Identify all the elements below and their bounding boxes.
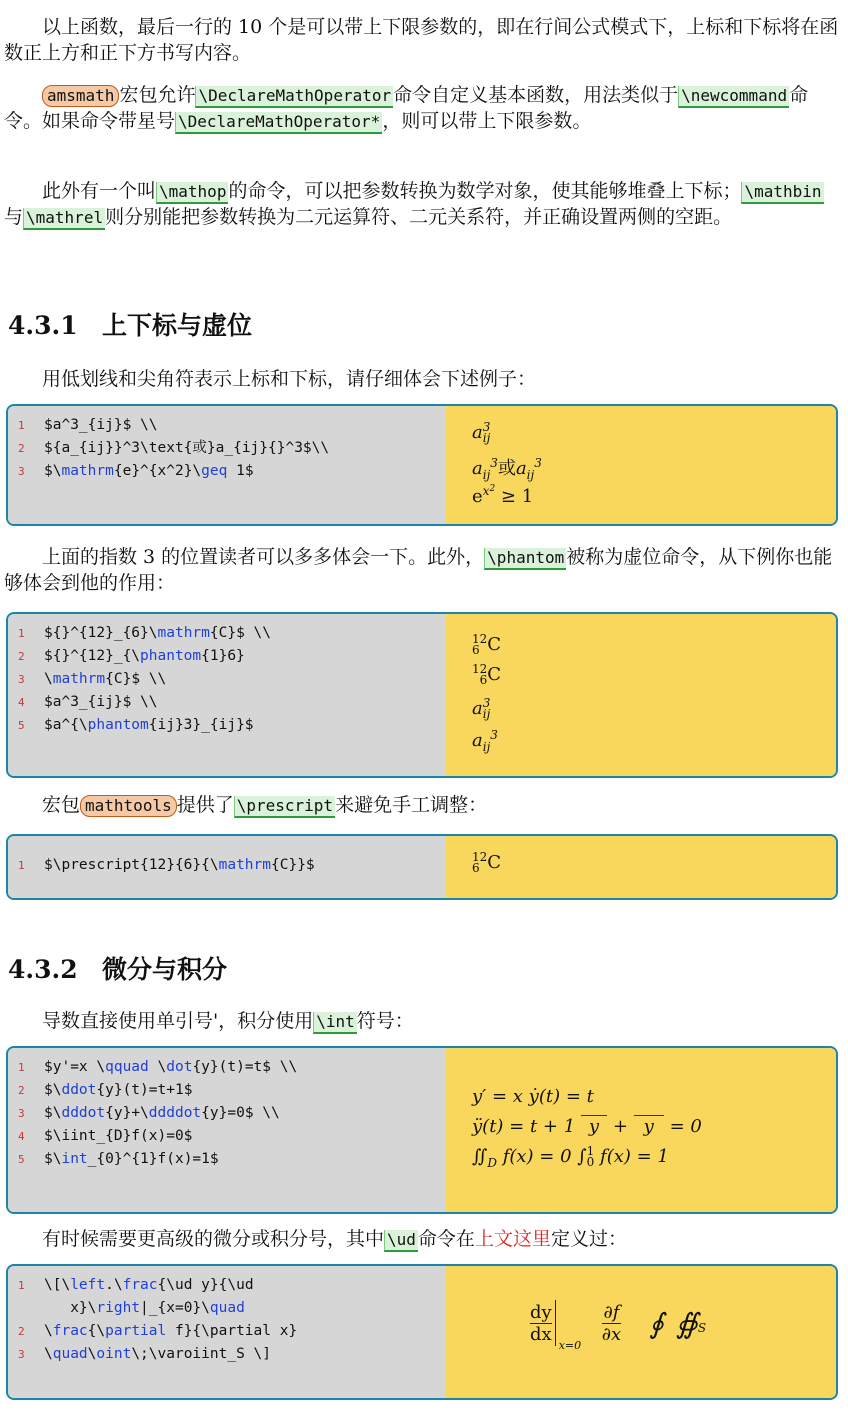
- code-keyword: ddddot: [148, 1105, 202, 1121]
- text: 导数直接使用单引号'，积分使用: [42, 1010, 314, 1032]
- text: 宏包: [42, 794, 81, 816]
- section-number: 4.3.2: [8, 955, 78, 984]
- code-example-box: [6, 612, 838, 778]
- code-keyword: mathrm: [218, 857, 271, 873]
- output-panel: [446, 614, 836, 776]
- code-text: 1$: [227, 463, 254, 479]
- code-keyword: dot: [166, 1059, 193, 1075]
- command-tag[interactable]: \phantom: [484, 548, 566, 570]
- code-text: $\: [44, 1082, 62, 1098]
- code-line: [8, 1056, 446, 1079]
- code-line: [8, 1079, 446, 1102]
- code-text: {C}$ \\: [105, 671, 167, 687]
- code-line: [8, 645, 446, 668]
- paragraph-text: 用低划线和尖角符表示上标和下标，请仔细体会下述例子：: [42, 368, 537, 390]
- line-number: 4: [18, 696, 25, 709]
- code-text: {\: [87, 1323, 106, 1339]
- math-sub: 0: [586, 1155, 595, 1169]
- command-tag[interactable]: \newcommand: [678, 86, 789, 108]
- code-line: [8, 1320, 446, 1343]
- code-keyword: mathrm: [157, 625, 210, 641]
- code-line: [8, 1274, 446, 1297]
- math-text: ÿ(t) = t + 1: [472, 1116, 576, 1137]
- code-keyword: geq: [201, 463, 228, 479]
- code-text: \: [44, 1346, 53, 1362]
- code-keyword: ddot: [61, 1082, 97, 1098]
- fraction: [530, 1302, 552, 1345]
- code-line: [8, 622, 446, 645]
- code-text: $y'=x \: [44, 1059, 106, 1075]
- denominator: dx: [530, 1323, 552, 1345]
- section-title: 上下标与虚位: [102, 311, 253, 340]
- paragraph-mathop: [4, 178, 842, 230]
- code-keyword: frac: [122, 1277, 158, 1293]
- code-text: x}\: [44, 1300, 97, 1316]
- code-example-box: [6, 1264, 838, 1400]
- command-tag[interactable]: \mathop: [156, 182, 228, 204]
- line-number: 3: [18, 1348, 25, 1361]
- line-number: 2: [18, 650, 25, 663]
- line-number: 2: [18, 1325, 25, 1338]
- math-output-line: [472, 1146, 669, 1168]
- math-sup: 3: [482, 420, 491, 434]
- math-output-line: [472, 486, 533, 507]
- numerator: ∂f: [603, 1301, 620, 1323]
- code-text: {y}=0$ \\: [201, 1105, 280, 1121]
- code-text: $\: [44, 1151, 62, 1167]
- paragraph-prescript: [4, 792, 842, 818]
- math-text: = 0: [669, 1116, 702, 1137]
- code-line: [8, 1102, 446, 1125]
- math-sub: ij: [526, 468, 535, 482]
- contour-integral-symbol: ∮: [649, 1306, 664, 1340]
- line-number: 2: [18, 442, 25, 455]
- text: 则分别能把参数转换为二元运算符、二元关系符，并正确设置两侧的空距。: [105, 206, 733, 228]
- math-output-line: [472, 728, 498, 754]
- text: 上面的指数 3 的位置读者可以多多体会一下。此外，: [42, 546, 485, 568]
- code-text: {1}6}: [201, 648, 245, 664]
- surface-integral-symbol: ∯: [675, 1306, 698, 1340]
- code-line: [8, 414, 446, 437]
- code-text: ${}^{12}_{\: [44, 648, 141, 664]
- code-text: {y}+\: [105, 1105, 149, 1121]
- code-text: \: [44, 1323, 53, 1339]
- code-text: $a^{\: [44, 717, 88, 733]
- math-text: 或: [497, 458, 516, 479]
- code-text: {e}^{x^2}\: [113, 463, 202, 479]
- code-text: $\: [44, 1105, 62, 1121]
- code-line: [8, 691, 446, 714]
- text: 宏包允许: [119, 84, 196, 106]
- math-sup: 3: [490, 728, 498, 742]
- line-number: 1: [18, 1061, 25, 1074]
- paragraph-derivative: [4, 1008, 842, 1034]
- code-text: ${}^{12}_{6}\: [44, 625, 158, 641]
- code-keyword: quad: [209, 1300, 245, 1316]
- integral-symbol: ∫: [577, 1146, 587, 1167]
- math-output-line: [472, 634, 501, 656]
- math-sup: 3: [490, 456, 498, 470]
- code-keyword: mathrm: [61, 463, 114, 479]
- line-number: 3: [18, 465, 25, 478]
- code-text: \: [148, 1059, 167, 1075]
- command-tag[interactable]: \mathrel: [23, 208, 105, 230]
- section-number: 4.3.1: [8, 311, 78, 340]
- math-output-line: [472, 422, 490, 444]
- code-text: \;\varoiint_S \]: [131, 1346, 271, 1362]
- math-text: f(x) = 0: [502, 1146, 572, 1167]
- text: 的命令，可以把参数转换为数学对象，使其能够堆叠上下标；: [228, 180, 742, 202]
- math-symbol: C: [487, 852, 502, 873]
- math-symbol: x: [482, 484, 490, 498]
- cross-reference-link[interactable]: 上文这里: [474, 1228, 551, 1250]
- math-text: +: [612, 1116, 628, 1137]
- code-keyword: left: [70, 1277, 106, 1293]
- code-text: {ij}3}_{ij}$: [148, 717, 254, 733]
- command-tag[interactable]: \DeclareMathOperator*: [175, 112, 382, 134]
- output-panel: [446, 1048, 836, 1212]
- code-text: \[\: [44, 1277, 71, 1293]
- line-number: 5: [18, 719, 25, 732]
- code-keyword: dddot: [61, 1105, 106, 1121]
- math-symbol: e: [472, 486, 483, 507]
- text: 命令自定义基本函数，用法类似于: [393, 84, 679, 106]
- text: 有时候需要更高级的微分或积分号，其中: [42, 1228, 385, 1250]
- code-keyword: oint: [96, 1346, 132, 1362]
- code-panel: [8, 836, 446, 898]
- code-line: [8, 1148, 446, 1171]
- line-number: 5: [18, 1153, 25, 1166]
- math-script: [472, 634, 487, 656]
- code-text: {y}(t)=t$ \\: [192, 1059, 298, 1075]
- math-script: [587, 1146, 595, 1168]
- code-keyword: int: [61, 1151, 88, 1167]
- code-text: \: [44, 671, 53, 687]
- paragraph-ud: [4, 1226, 842, 1252]
- code-example-box: [6, 404, 838, 526]
- math-sub: 6: [472, 643, 480, 657]
- text: 此外有一个叫: [42, 180, 157, 202]
- code-line: [8, 460, 446, 483]
- math-output-line: [472, 664, 501, 686]
- paragraph-text: 以上函数，最后一行的 10 个是可以带上下限参数的，即在行间公式模式下，上标和下标将在函数正上方和正下方书写内容。: [4, 16, 839, 64]
- line-number: 1: [18, 859, 25, 872]
- math-output-line: [472, 698, 490, 720]
- text: 被称为虚位命令，从下例你也能够体会到他的作用：: [4, 546, 833, 594]
- code-text: {C}$ \\: [209, 625, 271, 641]
- code-text: $a^3_{ij}$ \\: [44, 417, 158, 433]
- evaluation-bar: [555, 1300, 582, 1352]
- package-tag[interactable]: amsmath: [42, 85, 119, 107]
- section-heading: [8, 306, 252, 342]
- code-keyword: right: [96, 1300, 141, 1316]
- line-number: 3: [18, 673, 25, 686]
- code-text: {C}}$: [271, 857, 315, 873]
- math-output-line: [472, 454, 542, 480]
- text: 定义过：: [550, 1228, 627, 1250]
- math-sup: 1: [586, 1144, 595, 1158]
- math-symbol: C: [487, 634, 502, 655]
- line-number: 1: [18, 419, 25, 432]
- text: 命令在: [417, 1228, 475, 1250]
- code-line: [8, 437, 446, 460]
- text: 提供了: [176, 794, 234, 816]
- text: 命令。如果命令带星号: [4, 84, 809, 132]
- text: 符号：: [356, 1010, 414, 1032]
- code-example-box: [6, 834, 838, 900]
- math-sub: 6: [479, 673, 488, 687]
- math-sup: 12: [472, 850, 488, 864]
- code-text: |_{x=0}\: [140, 1300, 210, 1316]
- code-text: ${a_{ij}}^3\text{或}a_{ij}{}^3$\\: [44, 440, 330, 456]
- math-sub: 6: [472, 861, 480, 875]
- code-text: _{0}^{1}f(x)=1$: [87, 1151, 219, 1167]
- text: 与: [4, 206, 24, 228]
- code-text: .\: [105, 1277, 123, 1293]
- command-tag[interactable]: \int: [313, 1012, 357, 1034]
- code-keyword: phantom: [140, 648, 202, 664]
- denominator: ∂x: [601, 1323, 622, 1345]
- code-keyword: qquad: [105, 1059, 149, 1075]
- code-panel: [8, 614, 446, 776]
- command-tag[interactable]: \ud: [384, 1230, 418, 1252]
- code-text: \: [87, 1346, 97, 1362]
- math-sub: D: [487, 1156, 497, 1170]
- math-sup: 3: [482, 696, 491, 710]
- code-text: $\iint_{D}f(x)=0$: [44, 1128, 193, 1144]
- command-tag[interactable]: \DeclareMathOperator: [195, 86, 393, 108]
- math-sub: ij: [482, 468, 491, 482]
- text: ，则可以带上下限参数。: [382, 110, 592, 132]
- math-sub: S: [697, 1321, 707, 1335]
- code-text: $\: [44, 463, 62, 479]
- math-symbol: y: [634, 1115, 664, 1137]
- command-tag[interactable]: \mathbin: [741, 182, 823, 204]
- math-text: ≥ 1: [500, 486, 534, 507]
- code-text: f}{\partial x}: [166, 1323, 298, 1339]
- math-script: [472, 664, 487, 686]
- code-panel: [8, 406, 446, 524]
- code-keyword: phantom: [87, 717, 149, 733]
- code-keyword: partial: [105, 1323, 167, 1339]
- math-symbol: a: [472, 458, 483, 479]
- math-symbol: y: [581, 1115, 607, 1137]
- paragraph-declare: [4, 82, 842, 134]
- code-text: $\prescript{12}{6}{\: [44, 857, 219, 873]
- math-sub: x=0: [558, 1339, 582, 1352]
- math-output-line: [530, 1300, 707, 1352]
- math-symbol: a: [472, 422, 483, 443]
- section-heading: [8, 950, 227, 986]
- code-keyword: quad: [52, 1346, 88, 1362]
- code-text: {\ud y}{\ud: [157, 1277, 254, 1293]
- math-text: f(x) = 1: [600, 1146, 669, 1167]
- section-title: 微分与积分: [102, 955, 228, 984]
- math-sup: [483, 484, 496, 498]
- line-number: 4: [18, 1130, 25, 1143]
- math-symbol: C: [487, 664, 502, 685]
- code-line: [8, 1343, 446, 1366]
- output-panel: [446, 406, 836, 524]
- code-keyword: mathrm: [52, 671, 106, 687]
- output-panel: [446, 836, 836, 898]
- math-sub: ij: [482, 431, 491, 445]
- line-number: 3: [18, 1107, 25, 1120]
- math-symbol: a: [515, 458, 527, 479]
- math-sup: 12: [472, 632, 488, 646]
- code-line: [8, 1297, 446, 1320]
- math-sup: 12: [472, 662, 488, 676]
- code-keyword: frac: [52, 1323, 88, 1339]
- math-sub: ij: [482, 707, 491, 721]
- output-panel: [446, 1266, 836, 1398]
- package-tag[interactable]: mathtools: [80, 795, 177, 817]
- command-tag[interactable]: \prescript: [234, 796, 335, 818]
- line-number: 2: [18, 1084, 25, 1097]
- paragraph-phantom: [4, 544, 842, 596]
- code-line: [8, 668, 446, 691]
- code-panel: [8, 1048, 446, 1212]
- math-symbol: a: [472, 730, 483, 751]
- math-script: [483, 422, 491, 444]
- code-text: {y}(t)=t+1$: [96, 1082, 193, 1098]
- paragraph-scripts: [4, 366, 842, 392]
- code-line: [8, 714, 446, 737]
- text: 来避免手工调整：: [335, 794, 488, 816]
- math-output-line: [472, 1116, 702, 1137]
- code-line: [8, 1125, 446, 1148]
- math-script: [483, 698, 491, 720]
- code-line: [8, 854, 446, 877]
- integral-symbol: ∬: [472, 1146, 488, 1167]
- math-sup: 2: [489, 484, 496, 494]
- math-output-line: [472, 852, 501, 874]
- code-example-box: [6, 1046, 838, 1214]
- code-panel: [8, 1266, 446, 1398]
- fraction: [602, 1302, 621, 1345]
- math-script: [472, 852, 487, 874]
- numerator: dy: [530, 1301, 552, 1323]
- math-output-line: y′ = x ẏ(t) = t: [472, 1086, 594, 1107]
- line-number: 1: [18, 1279, 25, 1292]
- line-number: 1: [18, 627, 25, 640]
- math-symbol: a: [472, 698, 483, 719]
- math-sub: ij: [482, 740, 491, 754]
- code-text: $a^3_{ij}$ \\: [44, 694, 158, 710]
- paragraph-intro: [4, 14, 842, 66]
- math-sup: 3: [534, 456, 542, 470]
